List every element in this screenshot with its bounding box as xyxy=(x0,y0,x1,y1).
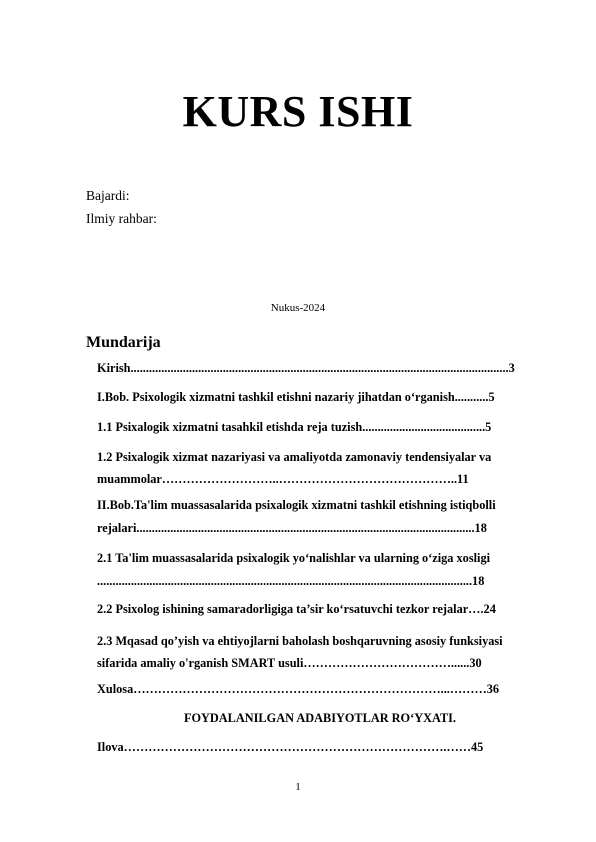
toc-entry-chapter-2-line1[interactable]: II.Bob.Ta'lim muassasalarida psixalogik xizmatni tashkil etishning istiqbolli xyxy=(97,498,496,512)
toc-entry-chapter-1[interactable]: I.Bob. Psixologik xizmatni tashkil etishni nazariy jihatdan o‘rganish...........5 xyxy=(97,390,495,404)
document-title: KURS ISHI xyxy=(182,87,414,136)
supervisor-label: Ilmiy rahbar: xyxy=(86,211,157,226)
toc-entry-1-2-line2[interactable]: muammolar………………………..……………………………………..11 xyxy=(97,472,469,486)
toc-entry-2-1-line2[interactable]: ..........................................................................................................................18 xyxy=(97,574,485,588)
toc-entry-2-1-line1[interactable]: 2.1 Ta'lim muassasalarida psixalogik yo‘nalishlar va ularning o‘ziga xosligi xyxy=(97,551,491,565)
city-year: Nukus-2024 xyxy=(270,302,326,314)
toc-heading: Mundarija xyxy=(86,334,161,351)
toc-entry-conclusion[interactable]: Xulosa…………………………………………………………………...………36 xyxy=(97,682,500,696)
performed-by-label: Bajardi: xyxy=(86,188,130,203)
toc-entry-1-1[interactable]: 1.1 Psixalogik xizmatni tasahkil etishda reja tuzish........................................5 xyxy=(97,420,492,434)
toc-entry-introduction[interactable]: Kirish...........................................................................................................................3 xyxy=(97,361,515,375)
toc-entry-2-2[interactable]: 2.2 Psixolog ishining samaradorligiga ta’sir ko‘rsatuvchi tezkor rejalar….24 xyxy=(97,602,496,616)
toc-entry-chapter-2-line2[interactable]: rejalari..............................................................................................................18 xyxy=(97,521,487,535)
toc-entry-appendix[interactable]: Ilova…………………………………………………………………….……45 xyxy=(97,740,484,754)
toc-entry-1-2-line1[interactable]: 1.2 Psixalogik xizmat nazariyasi va amaliyotda zamonaviy tendensiyalar va xyxy=(97,450,492,464)
toc-entry-2-3-line2[interactable]: sifarida amaliy o'rganish SMART usuli………………………………......30 xyxy=(97,656,482,670)
toc-entry-2-3-line1[interactable]: 2.3 Mqasad qo’yish va ehtiyojlarni baholash boshqaruvning asosiy funksiyasi xyxy=(97,634,503,648)
page-number: 1 xyxy=(295,781,301,793)
toc-entry-references[interactable]: FOYDALANILGAN ADABIYOTLAR RO‘YXATI. xyxy=(183,711,457,725)
